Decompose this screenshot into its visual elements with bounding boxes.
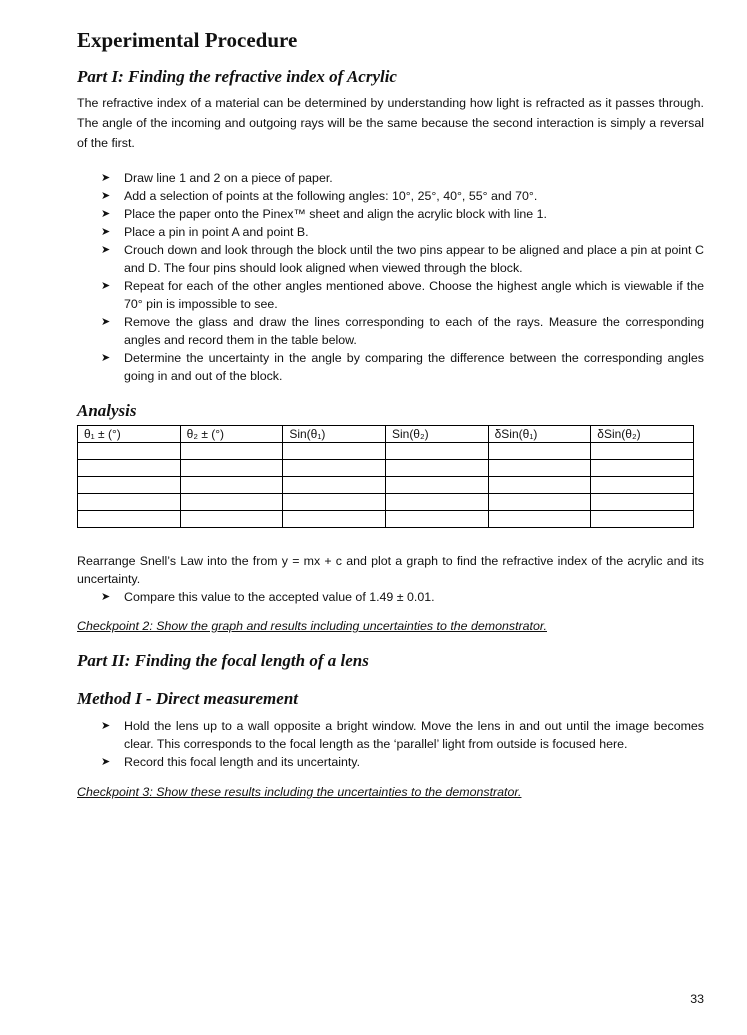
analysis-text: Rearrange Snell’s Law into the from y = mx + c and plot a graph to find the refractive index of the acrylic and its uncertainty. bbox=[77, 554, 704, 586]
part2-heading: Part II: Finding the focal length of a lens bbox=[77, 651, 369, 670]
table-row bbox=[78, 477, 694, 494]
analysis-heading: Analysis bbox=[77, 401, 137, 420]
part1-intro: The refractive index of a material can be determined by understanding how light is refracted as it passes through. The angle of the incoming and outgoing rays will be the same because the second interaction is simply a reversal of the first. bbox=[77, 96, 704, 150]
document-page bbox=[77, 22, 704, 799]
list-item: ➤ Record this focal length and its uncertainty. bbox=[101, 755, 361, 769]
list-item: ➤ Repeat for each of the other angles mentioned above. Choose the highest angle which is viewable if the 70° pin is impossible to see. bbox=[101, 279, 704, 311]
arrow-bullet-icon: ➤ bbox=[101, 244, 111, 256]
list-item: ➤ Place a pin in point A and point B. bbox=[101, 225, 309, 239]
arrow-bullet-icon: ➤ bbox=[101, 190, 111, 202]
results-table bbox=[77, 425, 694, 528]
table-header-cell: θ₁ ± (°) bbox=[78, 426, 181, 443]
table-header-row bbox=[78, 426, 694, 443]
list-item: ➤ Remove the glass and draw the lines corresponding to each of the rays. Measure the corresponding angles and record them in the table below. bbox=[101, 315, 704, 347]
part2-steps bbox=[77, 717, 704, 771]
arrow-bullet-icon: ➤ bbox=[101, 591, 111, 603]
arrow-bullet-icon: ➤ bbox=[101, 756, 111, 768]
table-header-cell: Sin(θ₁) bbox=[283, 426, 386, 443]
list-item: ➤ Add a selection of points at the following angles: 10°, 25°, 40°, 55° and 70°. bbox=[101, 189, 538, 203]
table-row bbox=[78, 460, 694, 477]
table-header-cell: δSin(θ₂) bbox=[591, 426, 694, 443]
table-header-cell: θ₂ ± (°) bbox=[180, 426, 283, 443]
checkpoint-2-link[interactable]: Checkpoint 2: Show the graph and results including uncertainties to the demonstrator. bbox=[77, 619, 547, 633]
part1-heading: Part I: Finding the refractive index of Acrylic bbox=[77, 67, 397, 86]
list-item: ➤ Place the paper onto the Pinex™ sheet and align the acrylic block with line 1. bbox=[101, 207, 547, 221]
table-header-cell: Sin(θ₂) bbox=[385, 426, 488, 443]
table-header-cell: δSin(θ₁) bbox=[488, 426, 591, 443]
arrow-bullet-icon: ➤ bbox=[101, 172, 111, 184]
list-item: ➤ Compare this value to the accepted value of 1.49 ± 0.01. bbox=[101, 590, 435, 604]
page-title: Experimental Procedure bbox=[77, 28, 298, 52]
table-row bbox=[78, 494, 694, 511]
list-item: ➤ Determine the uncertainty in the angle by comparing the difference between the corresponding angles going in and out of the block. bbox=[101, 351, 704, 383]
arrow-bullet-icon: ➤ bbox=[101, 720, 111, 732]
list-item: ➤ Hold the lens up to a wall opposite a bright window. Move the lens in and out until the image becomes clear. This corresponds to the focal length as the ‘parallel’ light from outside is focused here. bbox=[101, 719, 704, 751]
list-item: ➤ Crouch down and look through the block until the two pins appear to be aligned and place a pin at point C and D. The four pins should look aligned when viewed through the block. bbox=[101, 243, 704, 275]
arrow-bullet-icon: ➤ bbox=[101, 208, 111, 220]
arrow-bullet-icon: ➤ bbox=[101, 316, 111, 328]
table-row bbox=[78, 511, 694, 528]
part1-steps bbox=[77, 169, 704, 385]
arrow-bullet-icon: ➤ bbox=[101, 226, 111, 238]
arrow-bullet-icon: ➤ bbox=[101, 280, 111, 292]
list-item: ➤ Draw line 1 and 2 on a piece of paper. bbox=[101, 171, 333, 185]
arrow-bullet-icon: ➤ bbox=[101, 352, 111, 364]
page-number: 33 bbox=[690, 992, 704, 1006]
method1-heading: Method I - Direct measurement bbox=[77, 689, 298, 708]
analysis-steps bbox=[77, 588, 704, 606]
checkpoint-3-link[interactable]: Checkpoint 3: Show these results including the uncertainties to the demonstrator. bbox=[77, 785, 522, 799]
table-row bbox=[78, 443, 694, 460]
